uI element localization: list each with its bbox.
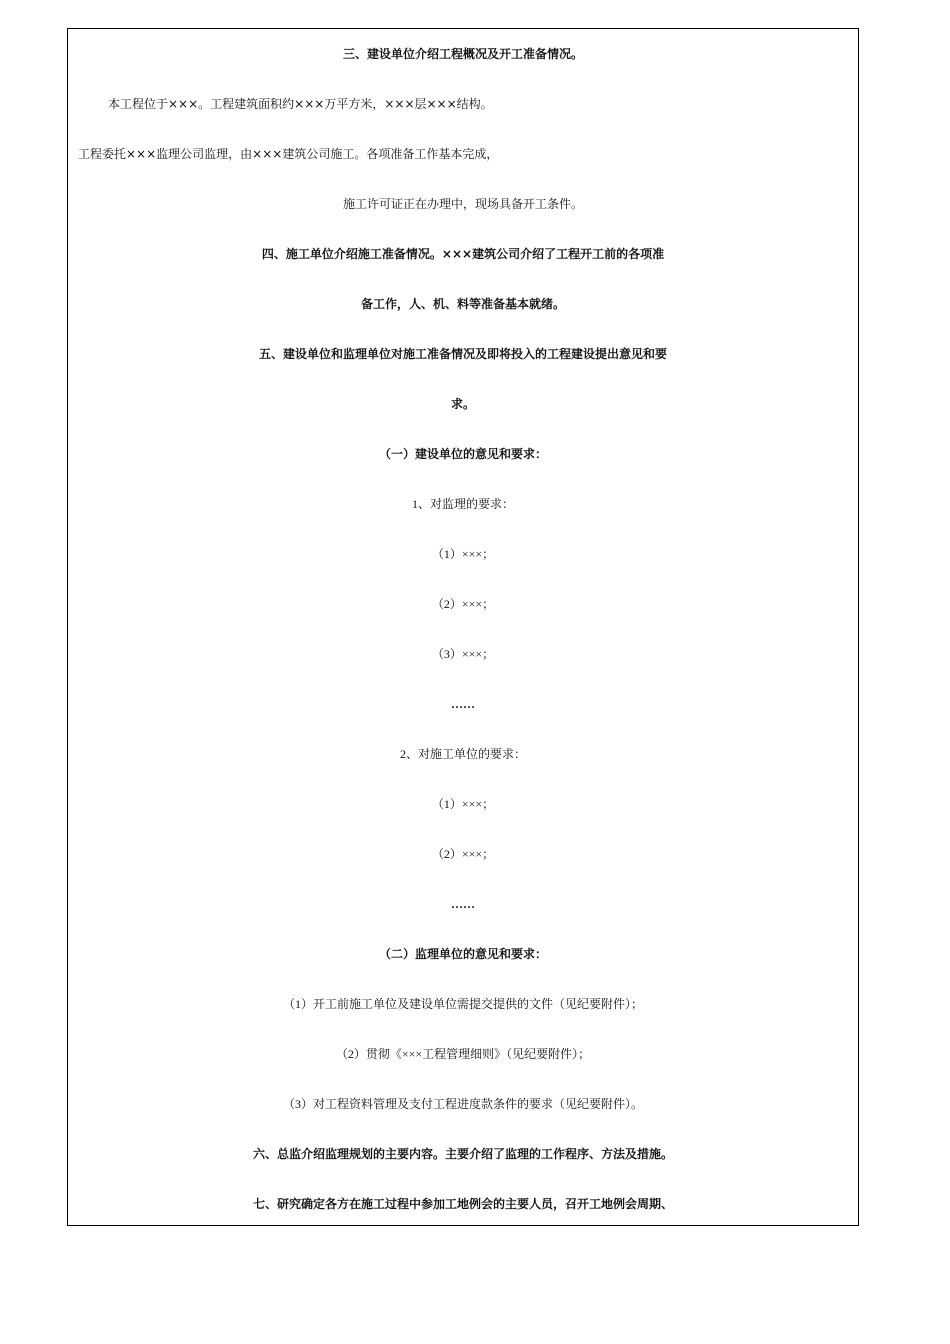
section-5-heading-line-1: 五、建设单位和监理单位对施工准备情况及即将投入的工程建设提出意见和要 [258, 347, 667, 361]
list-item: （3）×××； [431, 647, 495, 661]
section-6-heading: 六、总监介绍监理规划的主要内容。主要介绍了监理的工作程序、方法及措施。 [252, 1147, 673, 1161]
ellipsis: …… [451, 897, 475, 911]
list-item: （1）开工前施工单位及建设单位需提交提供的文件（见纪要附件）； [282, 997, 643, 1011]
owner-requirements-heading: （一）建设单位的意见和要求： [378, 447, 547, 461]
project-overview-line-3: 施工许可证正在办理中，现场具备开工条件。 [342, 197, 583, 211]
section-7-heading: 七、研究确定各方在施工过程中参加工地例会的主要人员，召开工地例会周期、 [252, 1197, 673, 1211]
contractor-requirements-heading: 2、对施工单位的要求： [399, 747, 526, 761]
section-5-heading-line-2: 求。 [450, 397, 475, 411]
section-3-heading: 三、建设单位介绍工程概况及开工准备情况。 [342, 47, 583, 61]
list-item: （3）对工程资料管理及支付工程进度款条件的要求（见纪要附件）。 [282, 1097, 643, 1111]
minutes-content-box [67, 28, 859, 1226]
project-overview-line-2: 工程委托×××监理公司监理，由×××建筑公司施工。各项准备工作基本完成， [78, 147, 499, 161]
list-item: （2）×××； [431, 597, 495, 611]
list-item: （2）贯彻《×××工程管理细则》（见纪要附件）； [335, 1047, 591, 1061]
supervisor-requirements-heading: （二）监理单位的意见和要求： [378, 947, 547, 961]
ellipsis: …… [451, 697, 475, 711]
section-4-heading-line-1: 四、施工单位介绍施工准备情况。×××建筑公司介绍了工程开工前的各项准 [261, 247, 665, 261]
list-item: （2）×××； [431, 847, 495, 861]
section-4-heading-line-2: 备工作，人、机、料等准备基本就绪。 [360, 297, 565, 311]
project-overview-line-1: 本工程位于×××。工程建筑面积约×××万平方米，×××层×××结构。 [108, 97, 493, 111]
list-item: （1）×××； [431, 797, 495, 811]
supervision-requirements-heading: 1、对监理的要求： [411, 497, 514, 511]
list-item: （1）×××； [431, 547, 495, 561]
